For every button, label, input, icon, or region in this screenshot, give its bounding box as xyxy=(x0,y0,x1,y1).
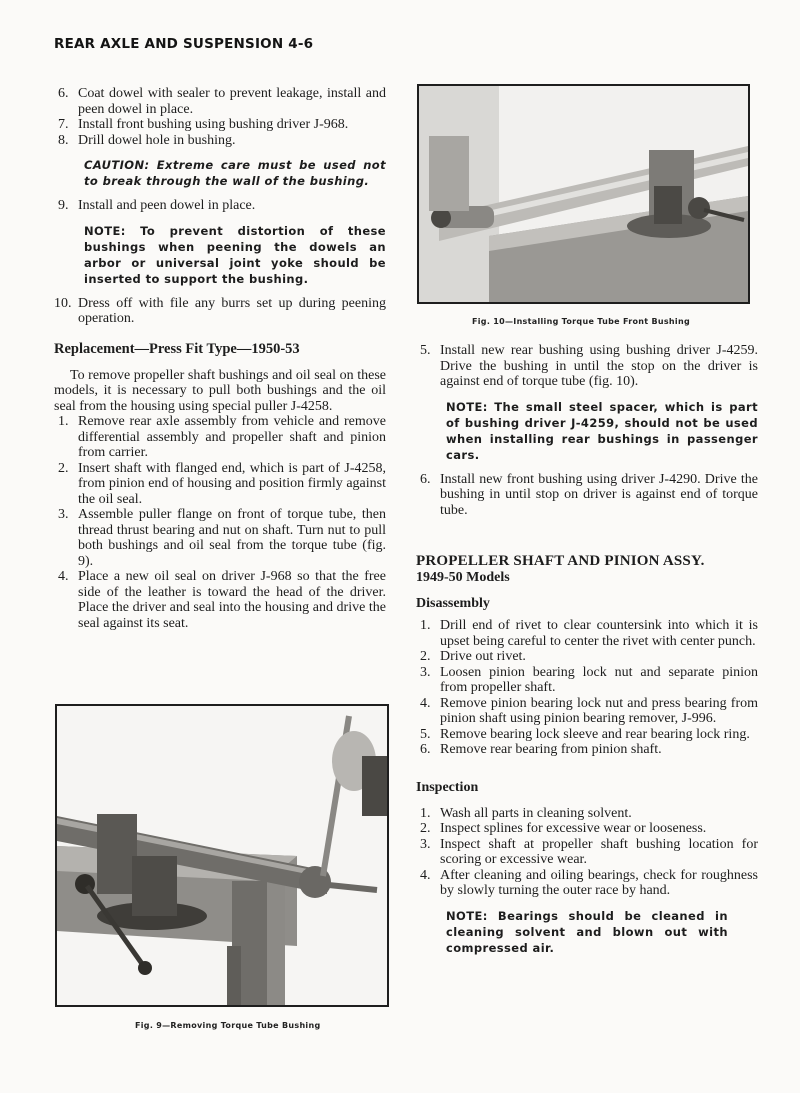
running-head: REAR AXLE AND SUSPENSION 4-6 xyxy=(54,36,314,52)
section-heading-propeller-shaft: PROPELLER SHAFT AND PINION ASSY. xyxy=(416,553,705,569)
intro-paragraph: To remove propeller shaft bushings and oil seal on these models, it is necessary to pull both bushings and the oil seal from the housing using special puller J-4258. xyxy=(54,367,386,414)
list-item: 3. Loosen pinion bearing lock nut and separate pinion from propeller shaft. xyxy=(420,664,758,695)
disassembly-steps xyxy=(416,618,758,758)
caution-callout: CAUTION: Extreme care must be used not to break through the wall of the bushing. xyxy=(84,158,386,188)
right-column-top xyxy=(416,343,758,518)
list-item: 2. Inspect splines for excessive wear or looseness. xyxy=(420,821,707,836)
inspection-heading: Inspection xyxy=(416,779,479,795)
list-item: 6. Remove rear bearing from pinion shaft. xyxy=(420,742,662,757)
list-item: 3. Assemble puller flange on front of torque tube, then thread thrust bearing and nut on shaft. Turn nut to pull both bushings and oil seal from the torque tube (fig. 9). xyxy=(58,507,386,569)
torque-tube-vise-illustration xyxy=(419,86,748,302)
note-callout: NOTE: The small steel spacer, which is part of bushing driver J-4259, should not be used when installing rear bushings in passenger cars. xyxy=(446,399,758,462)
list-item: 7. Install front bushing using bushing driver J-968. xyxy=(58,117,349,132)
list-item: 4. Remove pinion bearing lock nut and press bearing from pinion shaft using pinion bearing remover, J-996. xyxy=(420,695,758,726)
list-item: 5. Remove bearing lock sleeve and rear bearing lock ring. xyxy=(420,726,750,742)
right-column-bottom xyxy=(416,553,758,965)
bushing-removal-illustration xyxy=(57,706,387,1005)
disassembly-heading: Disassembly xyxy=(416,596,490,611)
list-item: 9. Install and peen dowel in place. xyxy=(58,198,256,213)
note-callout: NOTE: Bearings should be cleaned in cleaning solvent and blown out with compressed air. xyxy=(446,908,728,955)
section-heading-replacement: Replacement—Press Fit Type—1950-53 xyxy=(54,340,300,357)
inspection-steps xyxy=(416,806,758,899)
list-item: 3. Inspect shaft at propeller shaft bushing location for scoring or excessive wear. xyxy=(420,836,758,867)
list-item: 1. Drill end of rivet to clear countersink into which it is upset being careful to center the rivet with center punch. xyxy=(420,618,758,649)
figure-9-caption: Fig. 9—Removing Torque Tube Bushing xyxy=(135,1021,321,1030)
note-callout: NOTE: To prevent distortion of these bushings when peening the dowels an arbor or universal joint yoke should be inserted to support the bushing. xyxy=(84,223,386,286)
list-item: 2. Insert shaft with flanged end, which is part of J-4258, from pinion end of housing and position firmly against the oil seal. xyxy=(58,460,386,507)
list-item: 1. Remove rear axle assembly from vehicle and remove differential assembly and propeller shaft and pinion from carrier. xyxy=(58,414,386,460)
list-item: 10. Dress off with file any burrs set up during peening operation. xyxy=(54,295,386,326)
list-item: 4. After cleaning and oiling bearings, check for roughness by slowly turning the outer race by hand. xyxy=(420,867,758,898)
list-item: 8. Drill dowel hole in bushing. xyxy=(58,132,236,148)
list-item: 5. Install new rear bushing using bushing driver J-4259. Drive the bushing in until the stop on the driver is against end of torque tube (fig. 10). xyxy=(420,343,758,389)
list-item: 1. Wash all parts in cleaning solvent. xyxy=(420,805,632,821)
figure-10-photo xyxy=(417,84,750,304)
figure-10-caption: Fig. 10—Installing Torque Tube Front Bushing xyxy=(472,317,690,326)
steps-list-a xyxy=(54,86,386,148)
steps-list-d xyxy=(54,414,386,631)
list-item: 4. Place a new oil seal on driver J-968 so that the free side of the leather is toward the head of the driver. Place the driver and seal into the housing and drive the seal against its seat. xyxy=(58,569,386,631)
section-models: 1949-50 Models xyxy=(416,570,510,585)
left-column xyxy=(54,86,386,631)
list-item: 6. Coat dowel with sealer to prevent leakage, install and peen dowel in place. xyxy=(58,86,386,117)
list-item: 6. Install new front bushing using driver J-4290. Drive the bushing in until stop on driver is against end of torque tube. xyxy=(420,471,758,518)
figure-9-photo xyxy=(55,704,389,1007)
list-item: 2. Drive out rivet. xyxy=(420,649,526,664)
